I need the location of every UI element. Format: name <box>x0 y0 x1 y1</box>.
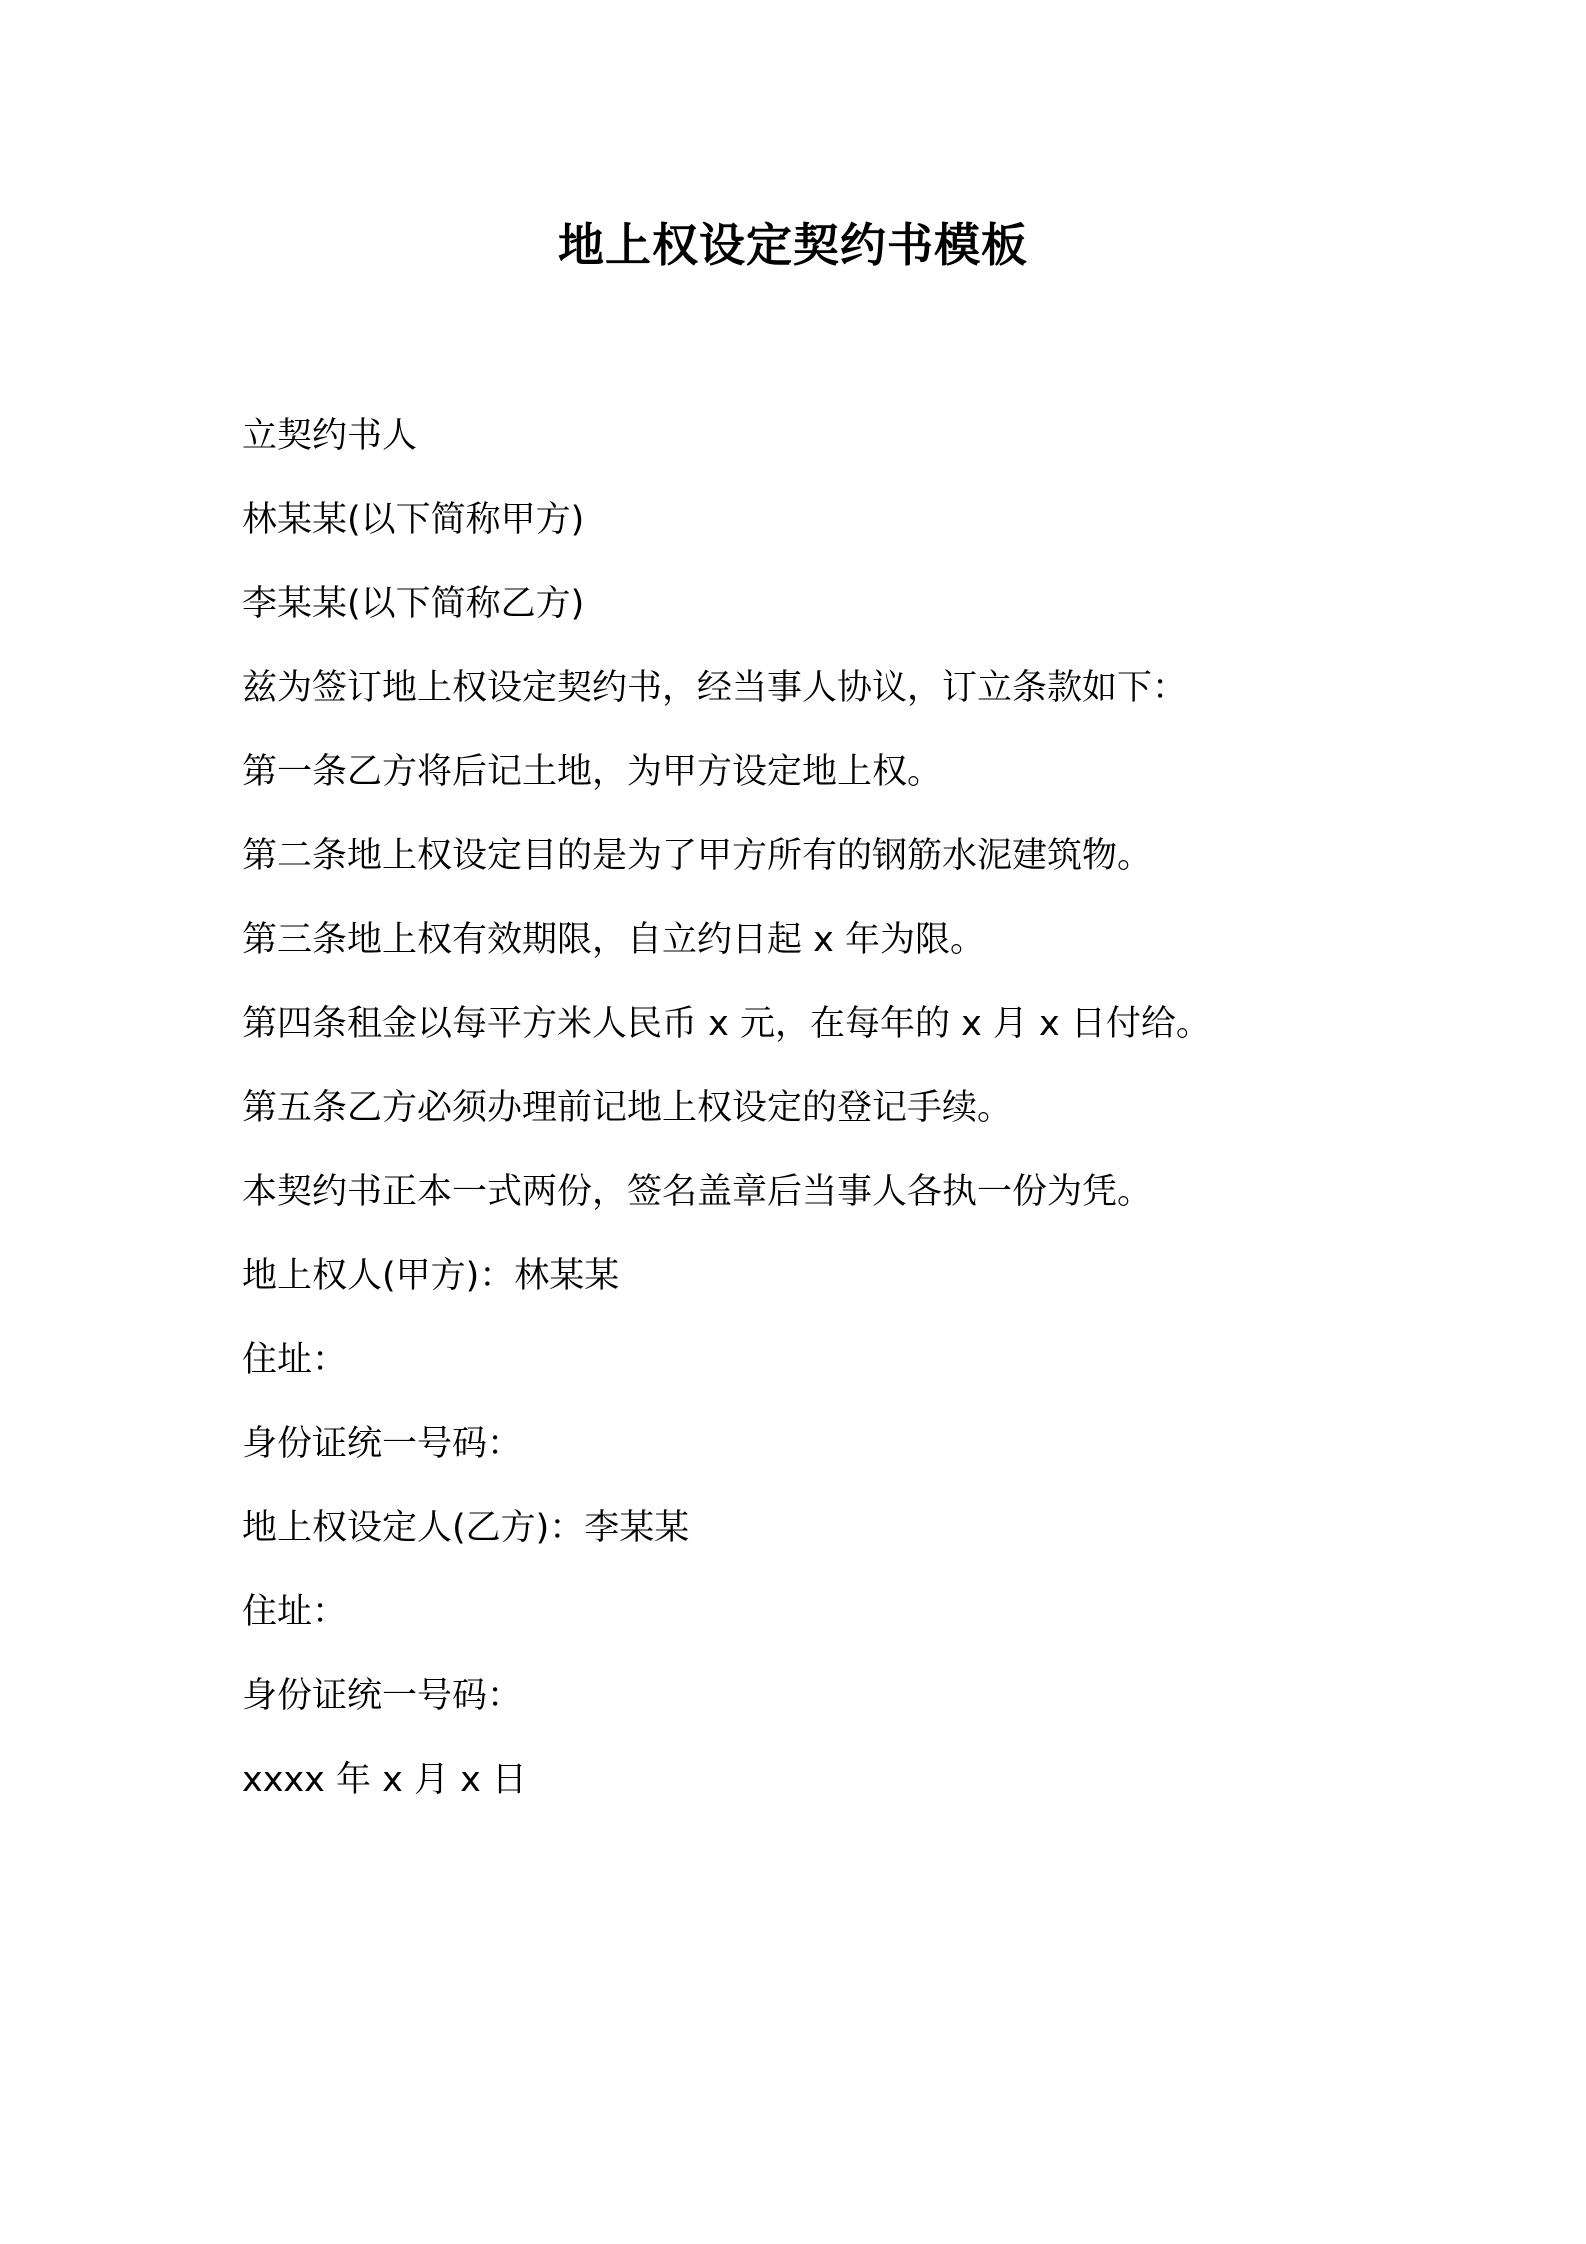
party-a-id-line: 身份证统一号码： <box>242 1424 523 1464</box>
party-b-signature-line: 地上权设定人(乙方)：李某某 <box>242 1508 690 1548</box>
document-body <box>242 406 1392 1834</box>
party-a-line: 林某某(以下简称甲方) <box>242 500 585 540</box>
clause-2: 第二条地上权设定目的是为了甲方所有的钢筋水泥建筑物。 <box>242 836 1153 876</box>
date-line: xxxx 年 x 月 x 日 <box>242 1760 527 1800</box>
party-a-signature-line: 地上权人(甲方)：林某某 <box>242 1256 620 1296</box>
preamble-line: 兹为签订地上权设定契约书，经当事人协议，订立条款如下： <box>242 668 1188 708</box>
document-title: 地上权设定契约书模板 <box>558 218 1028 272</box>
clause-3: 第三条地上权有效期限，自立约日起 x 年为限。 <box>242 920 985 960</box>
copies-clause: 本契约书正本一式两份，签名盖章后当事人各执一份为凭。 <box>242 1172 1153 1212</box>
party-b-address-line: 住址： <box>242 1592 348 1632</box>
clause-4: 第四条租金以每平方米人民币 x 元，在每年的 x 月 x 日付给。 <box>242 1004 1211 1044</box>
clause-1: 第一条乙方将后记土地，为甲方设定地上权。 <box>242 752 943 792</box>
clause-5: 第五条乙方必须办理前记地上权设定的登记手续。 <box>242 1088 1013 1128</box>
party-b-id-line: 身份证统一号码： <box>242 1676 523 1716</box>
party-a-address-line: 住址： <box>242 1340 348 1380</box>
party-b-line: 李某某(以下简称乙方) <box>242 584 585 624</box>
contract-parties-heading: 立契约书人 <box>242 416 418 456</box>
